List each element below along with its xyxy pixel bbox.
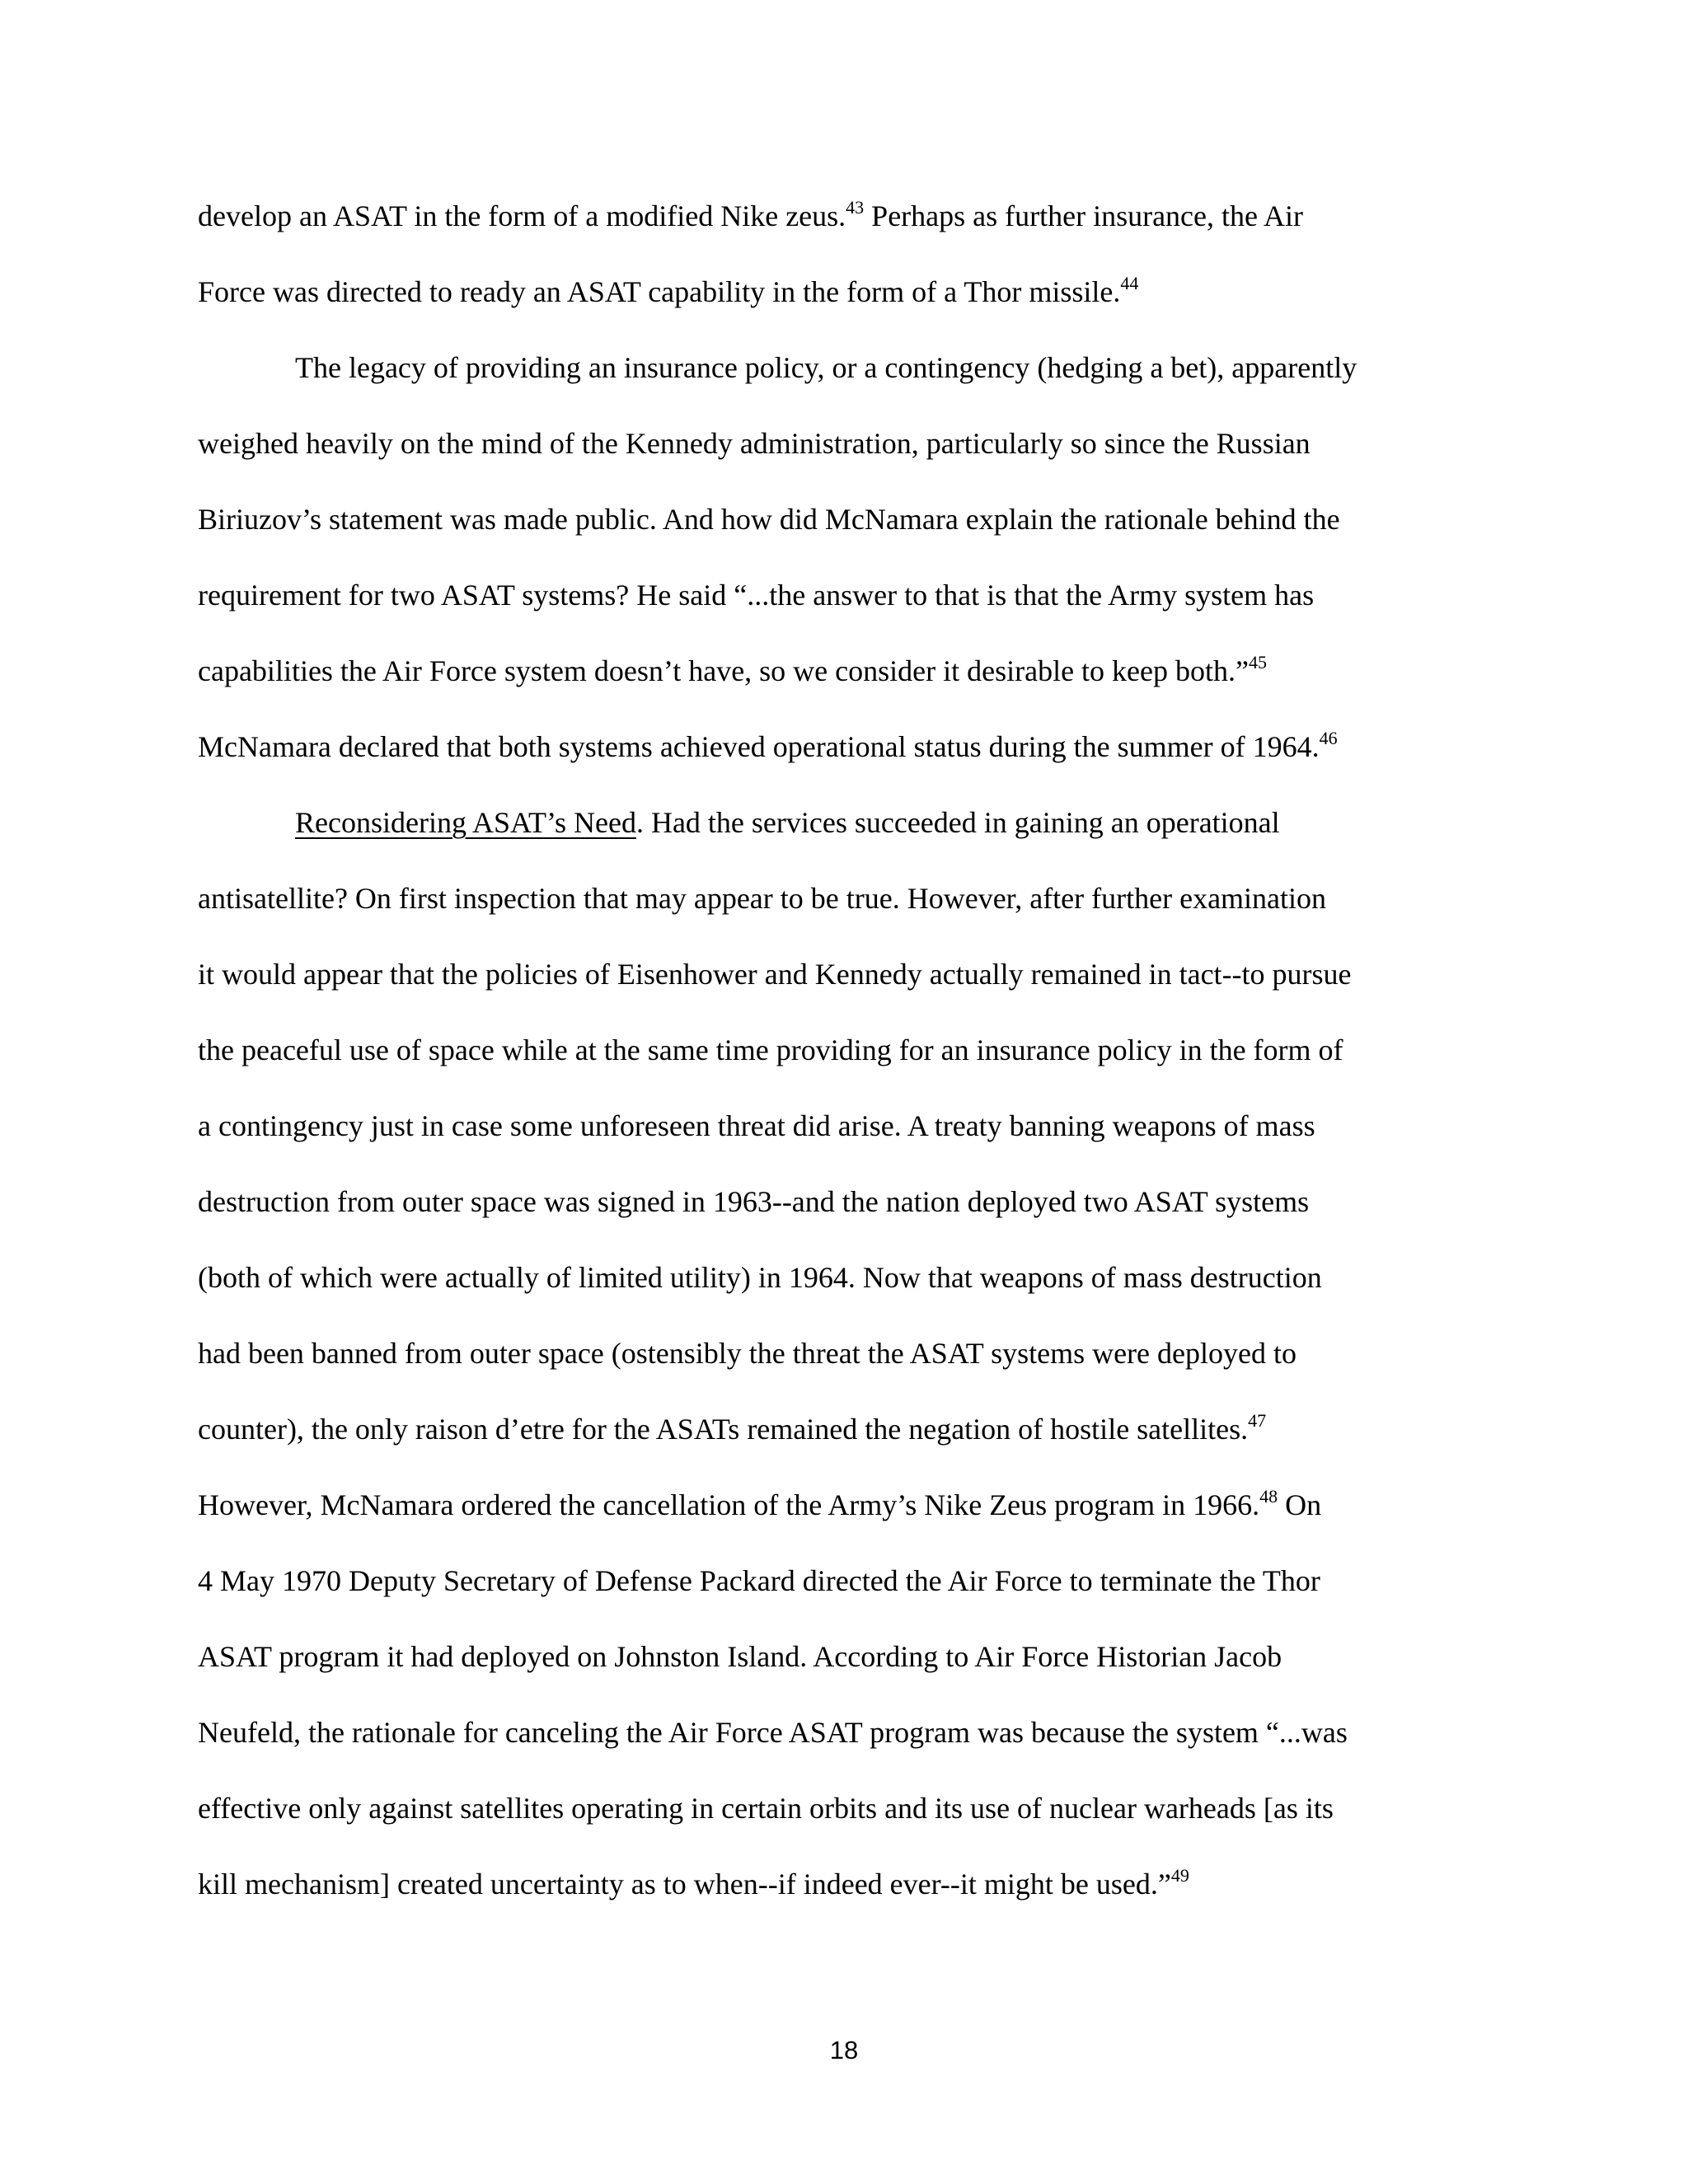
section-heading: Reconsidering ASAT’s Need xyxy=(295,806,636,839)
page-number: 18 xyxy=(829,2036,859,2064)
text-line xyxy=(198,1770,1500,1846)
text-line xyxy=(198,254,1500,330)
line-text: it would appear that the policies of Eisenhower and Kennedy actually remained in tact--to pursue xyxy=(198,958,1352,991)
footnote-marker: 46 xyxy=(1319,728,1338,748)
footnote-marker: 45 xyxy=(1249,652,1267,673)
text-line xyxy=(198,1315,1500,1391)
line-text: McNamara declared that both systems achieved operational status during the summer of 1964. xyxy=(198,730,1320,763)
line-text: Force was directed to ready an ASAT capability in the form of a Thor missile. xyxy=(198,275,1121,308)
text-line xyxy=(198,481,1500,557)
line-text: kill mechanism] created uncertainty as to when--if indeed ever--it might be used.” xyxy=(198,1868,1171,1900)
line-text: Neufeld, the rationale for canceling the Air Force ASAT program was because the system “...was xyxy=(198,1716,1348,1749)
text-line xyxy=(198,557,1500,633)
text-line xyxy=(198,709,1500,785)
line-text: However, McNamara ordered the cancellation of the Army’s Nike Zeus program in 1966. xyxy=(198,1488,1260,1521)
line-text: The legacy of providing an insurance policy, or a contingency (hedging a bet), apparently xyxy=(295,351,1357,384)
line-text: had been banned from outer space (ostensibly the threat the ASAT systems were deployed to xyxy=(198,1337,1296,1370)
line-text: (both of which were actually of limited utility) in 1964. Now that weapons of mass destruction xyxy=(198,1261,1322,1294)
line-text: 4 May 1970 Deputy Secretary of Defense Packard directed the Air Force to terminate the Thor xyxy=(198,1564,1320,1597)
line-text: On xyxy=(1278,1488,1322,1521)
line-text: ASAT program it had deployed on Johnston Island. According to Air Force Historian Jacob xyxy=(198,1640,1282,1673)
text-line xyxy=(198,633,1500,709)
paragraph-first-line xyxy=(198,330,1500,405)
footnote-marker: 48 xyxy=(1259,1486,1278,1507)
line-text: weighed heavily on the mind of the Kennedy administration, particularly so since the Russian xyxy=(198,427,1311,460)
line-text: destruction from outer space was signed in 1963--and the nation deployed two ASAT systems xyxy=(198,1185,1310,1218)
text-line xyxy=(198,1088,1500,1164)
line-text: the peaceful use of space while at the same time providing for an insurance policy in the form of xyxy=(198,1033,1343,1066)
footnote-marker: 44 xyxy=(1120,273,1139,293)
body-text xyxy=(198,178,1500,1922)
line-text: . Had the services succeeded in gaining an operational xyxy=(635,806,1280,839)
line-text: capabilities the Air Force system doesn’t have, so we consider it desirable to keep both.” xyxy=(198,654,1249,687)
footnote-marker: 43 xyxy=(846,197,865,218)
text-line xyxy=(198,1543,1500,1619)
line-text: effective only against satellites operating in certain orbits and its use of nuclear warheads [as its xyxy=(198,1792,1334,1825)
line-text: requirement for two ASAT systems? He said “...the answer to that is that the Army system has xyxy=(198,579,1315,612)
line-text: Biriuzov’s statement was made public. And how did McNamara explain the rationale behind the xyxy=(198,503,1340,536)
footnote-marker: 49 xyxy=(1170,1865,1189,1886)
text-line xyxy=(198,1694,1500,1770)
text-line xyxy=(198,178,1500,254)
line-text: develop an ASAT in the form of a modified Nike zeus. xyxy=(198,199,846,232)
paragraph-first-line xyxy=(198,785,1500,860)
text-line xyxy=(198,1391,1500,1467)
text-line xyxy=(198,1012,1500,1088)
line-text: counter), the only raison d’etre for the ASATs remained the negation of hostile satellites. xyxy=(198,1413,1249,1446)
text-line xyxy=(198,936,1500,1012)
footnote-marker: 47 xyxy=(1248,1410,1267,1431)
text-line xyxy=(198,1467,1500,1543)
line-text: antisatellite? On first inspection that may appear to be true. However, after further examination xyxy=(198,882,1327,915)
text-line xyxy=(198,860,1500,936)
text-line xyxy=(198,405,1500,481)
text-line xyxy=(198,1846,1500,1922)
line-text: a contingency just in case some unforeseen threat did arise. A treaty banning weapons of mass xyxy=(198,1109,1315,1142)
text-line xyxy=(198,1240,1500,1315)
line-text: Perhaps as further insurance, the Air xyxy=(864,199,1303,232)
text-line xyxy=(198,1619,1500,1694)
text-line xyxy=(198,1164,1500,1240)
